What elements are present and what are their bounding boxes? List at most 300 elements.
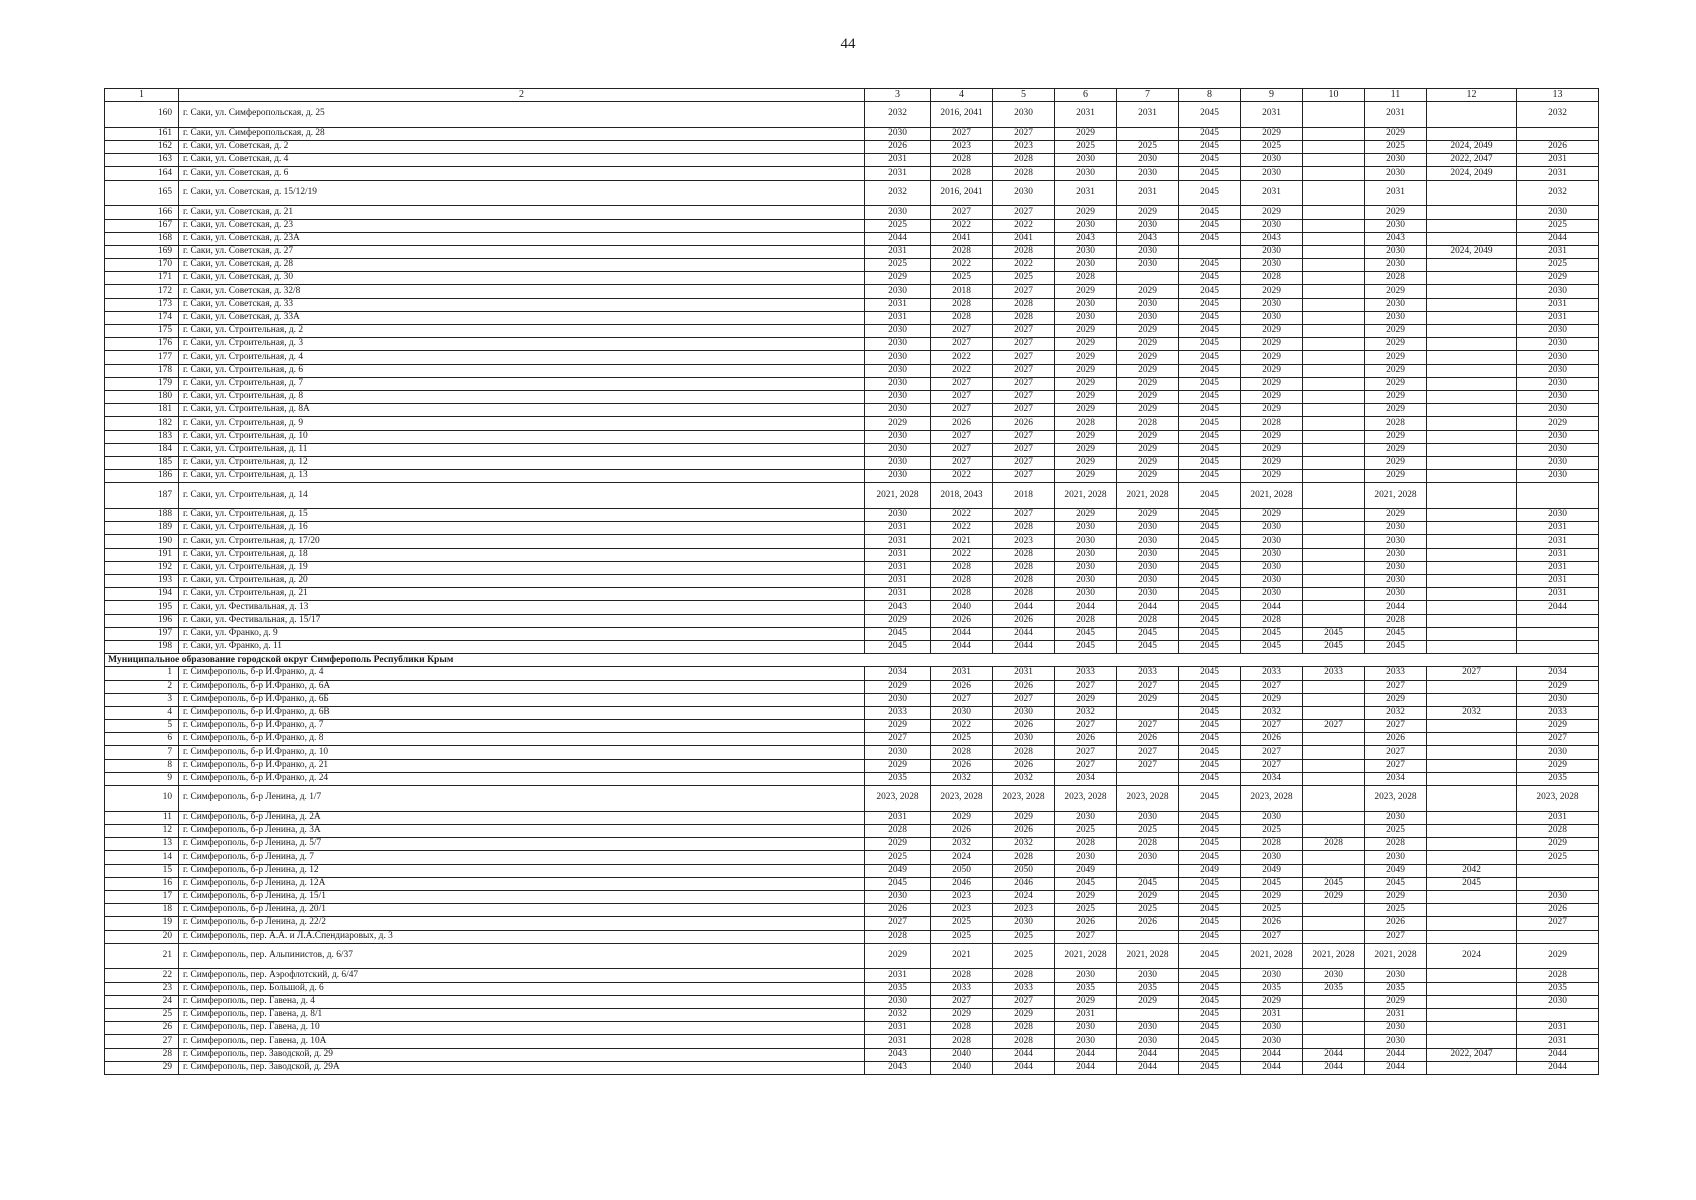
year-cell: 2034 (1517, 667, 1599, 680)
year-cell (1303, 522, 1365, 535)
year-cell (1427, 680, 1517, 693)
row-number: 186 (105, 470, 179, 483)
year-cell: 2030 (993, 102, 1055, 128)
table-row (105, 588, 1599, 601)
table-row (105, 127, 1599, 140)
year-cell: 2030 (1117, 811, 1179, 824)
year-cell: 2044 (1117, 1061, 1179, 1074)
year-cell: 2044 (1055, 1048, 1117, 1061)
table-row (105, 522, 1599, 535)
year-cell: 2044 (1303, 1048, 1365, 1061)
table-row (105, 390, 1599, 403)
table-row (105, 811, 1599, 824)
year-cell: 2031 (1241, 1009, 1303, 1022)
year-cell: 2045 (1179, 1061, 1241, 1074)
column-header: 4 (931, 89, 993, 102)
year-cell: 2045 (1055, 877, 1117, 890)
address-cell: г. Саки, ул. Строительная, д. 19 (179, 561, 865, 574)
row-number: 191 (105, 548, 179, 561)
year-cell: 2029 (1517, 759, 1599, 772)
year-cell: 2028 (1055, 417, 1117, 430)
year-cell: 2026 (931, 825, 993, 838)
year-cell: 2030 (1117, 259, 1179, 272)
year-cell: 2023, 2028 (1365, 786, 1427, 812)
year-cell: 2045 (1179, 404, 1241, 417)
year-cell: 2027 (1427, 667, 1517, 680)
year-cell (1303, 245, 1365, 258)
year-cell: 2028 (1055, 614, 1117, 627)
year-cell: 2045 (1179, 561, 1241, 574)
year-cell: 2018 (931, 285, 993, 298)
year-cell: 2031 (1055, 102, 1117, 128)
year-cell: 2028 (931, 154, 993, 167)
year-cell (1303, 851, 1365, 864)
year-cell: 2025 (1241, 825, 1303, 838)
table-row (105, 1048, 1599, 1061)
address-cell: г. Симферополь, б-р И.Франко, д. 6В (179, 706, 865, 719)
year-cell: 2045 (1303, 877, 1365, 890)
year-cell (1303, 680, 1365, 693)
year-cell: 2030 (1241, 219, 1303, 232)
year-cell: 2033 (1365, 667, 1427, 680)
year-cell: 2029 (1241, 285, 1303, 298)
year-cell: 2026 (865, 904, 931, 917)
year-cell: 2049 (1365, 864, 1427, 877)
row-number: 198 (105, 640, 179, 653)
address-cell: г. Саки, ул. Франко, д. 9 (179, 627, 865, 640)
address-cell: г. Симферополь, пер. Гавена, д. 4 (179, 995, 865, 1008)
year-cell: 2026 (993, 759, 1055, 772)
year-cell: 2045 (1427, 877, 1517, 890)
row-number: 184 (105, 443, 179, 456)
year-cell: 2029 (1241, 456, 1303, 469)
year-cell: 2028 (1117, 417, 1179, 430)
year-cell: 2032 (865, 180, 931, 206)
year-cell: 2030 (1517, 430, 1599, 443)
year-cell: 2031 (1517, 1035, 1599, 1048)
year-cell (1427, 1009, 1517, 1022)
address-cell: г. Симферополь, б-р Ленина, д. 20/1 (179, 904, 865, 917)
address-cell: г. Саки, ул. Советская, д. 33А (179, 311, 865, 324)
year-cell: 2025 (1055, 140, 1117, 153)
year-cell (1303, 864, 1365, 877)
address-cell: г. Саки, ул. Строительная, д. 14 (179, 483, 865, 509)
year-cell (1303, 693, 1365, 706)
table-row (105, 417, 1599, 430)
year-cell (1427, 548, 1517, 561)
year-cell: 2022 (993, 219, 1055, 232)
year-cell: 2028 (931, 167, 993, 180)
year-cell (1303, 127, 1365, 140)
year-cell: 2027 (1055, 680, 1117, 693)
year-cell: 2027 (1365, 680, 1427, 693)
year-cell: 2029 (1055, 390, 1117, 403)
year-cell: 2030 (1055, 219, 1117, 232)
year-cell: 2045 (1117, 877, 1179, 890)
column-header: 11 (1365, 89, 1427, 102)
year-cell: 2030 (1117, 548, 1179, 561)
year-cell: 2032 (1241, 706, 1303, 719)
year-cell (1303, 417, 1365, 430)
year-cell: 2025 (1117, 904, 1179, 917)
year-cell: 2045 (1179, 1009, 1241, 1022)
address-cell: г. Саки, ул. Строительная, д. 9 (179, 417, 865, 430)
year-cell: 2029 (1365, 338, 1427, 351)
year-cell (1427, 720, 1517, 733)
year-cell: 2029 (1365, 206, 1427, 219)
year-cell: 2045 (1179, 338, 1241, 351)
year-cell: 2027 (1055, 746, 1117, 759)
address-cell: г. Симферополь, б-р И.Франко, д. 6А (179, 680, 865, 693)
table-row (105, 930, 1599, 943)
year-cell: 2031 (865, 298, 931, 311)
year-cell: 2027 (993, 351, 1055, 364)
address-cell: г. Симферополь, б-р Ленина, д. 1/7 (179, 786, 865, 812)
year-cell: 2031 (1365, 180, 1427, 206)
year-cell: 2046 (993, 877, 1055, 890)
year-cell: 2049 (1055, 864, 1117, 877)
year-cell: 2028 (931, 575, 993, 588)
address-cell: г. Симферополь, б-р Ленина, д. 12А (179, 877, 865, 890)
table-row (105, 351, 1599, 364)
address-cell: г. Саки, ул. Советская, д. 15/12/19 (179, 180, 865, 206)
table-row (105, 338, 1599, 351)
row-number: 194 (105, 588, 179, 601)
year-cell: 2029 (1055, 430, 1117, 443)
year-cell: 2030 (993, 706, 1055, 719)
year-cell: 2045 (1179, 351, 1241, 364)
year-cell: 2040 (931, 1048, 993, 1061)
table-row (105, 838, 1599, 851)
year-cell: 2035 (1117, 982, 1179, 995)
year-cell: 2027 (865, 917, 931, 930)
column-header: 8 (1179, 89, 1241, 102)
year-cell: 2029 (1365, 364, 1427, 377)
year-cell (1427, 930, 1517, 943)
year-cell: 2022 (931, 364, 993, 377)
year-cell: 2032 (931, 772, 993, 785)
year-cell: 2027 (931, 443, 993, 456)
year-cell (1303, 102, 1365, 128)
year-cell: 2030 (1365, 535, 1427, 548)
year-cell (1427, 982, 1517, 995)
address-cell: г. Саки, ул. Строительная, д. 11 (179, 443, 865, 456)
address-cell: г. Симферополь, б-р И.Франко, д. 4 (179, 667, 865, 680)
address-cell: г. Симферополь, б-р И.Франко, д. 8 (179, 733, 865, 746)
year-cell: 2027 (1117, 680, 1179, 693)
year-cell: 2031 (1117, 102, 1179, 128)
year-cell (1427, 351, 1517, 364)
year-cell: 2030 (865, 693, 931, 706)
year-cell: 2028 (993, 522, 1055, 535)
table-row (105, 1061, 1599, 1074)
year-cell: 2027 (993, 127, 1055, 140)
year-cell: 2028 (993, 969, 1055, 982)
row-number: 26 (105, 1022, 179, 1035)
year-cell (1427, 219, 1517, 232)
year-cell: 2028 (993, 548, 1055, 561)
year-cell: 2028 (865, 825, 931, 838)
year-cell: 2031 (1517, 811, 1599, 824)
year-cell (1427, 285, 1517, 298)
year-cell (1303, 575, 1365, 588)
year-cell: 2026 (1117, 733, 1179, 746)
year-cell: 2029 (1055, 404, 1117, 417)
year-cell: 2032 (993, 772, 1055, 785)
year-cell: 2044 (993, 1061, 1055, 1074)
year-cell: 2027 (931, 206, 993, 219)
year-cell: 2033 (931, 982, 993, 995)
schedule-table (104, 88, 1599, 1075)
year-cell: 2029 (1365, 325, 1427, 338)
year-cell: 2032 (931, 838, 993, 851)
table-row (105, 219, 1599, 232)
year-cell: 2027 (1303, 720, 1365, 733)
year-cell: 2029 (1055, 325, 1117, 338)
year-cell: 2030 (865, 995, 931, 1008)
year-cell: 2045 (1179, 759, 1241, 772)
year-cell (1303, 483, 1365, 509)
year-cell: 2030 (1517, 206, 1599, 219)
row-number: 10 (105, 786, 179, 812)
year-cell: 2045 (865, 640, 931, 653)
year-cell: 2035 (1055, 982, 1117, 995)
year-cell: 2026 (1365, 917, 1427, 930)
table-row (105, 982, 1599, 995)
row-number: 188 (105, 509, 179, 522)
year-cell: 2030 (1117, 851, 1179, 864)
year-cell: 2030 (1365, 298, 1427, 311)
address-cell: г. Симферополь, б-р Ленина, д. 5/7 (179, 838, 865, 851)
table-row (105, 154, 1599, 167)
table-row (105, 772, 1599, 785)
address-cell: г. Саки, ул. Фестивальная, д. 13 (179, 601, 865, 614)
year-cell (1427, 733, 1517, 746)
year-cell: 2025 (865, 219, 931, 232)
year-cell: 2029 (931, 1009, 993, 1022)
section-title: Муниципальное образование городской округ Симферополь Республики Крым (105, 654, 1599, 667)
year-cell: 2030 (1241, 575, 1303, 588)
year-cell: 2030 (1241, 851, 1303, 864)
year-cell (1427, 1022, 1517, 1035)
address-cell: г. Симферополь, б-р Ленина, д. 22/2 (179, 917, 865, 930)
year-cell: 2043 (1241, 232, 1303, 245)
year-cell: 2044 (1517, 232, 1599, 245)
year-cell: 2041 (931, 232, 993, 245)
year-cell: 2030 (1055, 298, 1117, 311)
year-cell: 2044 (993, 601, 1055, 614)
table-row (105, 693, 1599, 706)
address-cell: г. Саки, ул. Строительная, д. 21 (179, 588, 865, 601)
address-cell: г. Симферополь, б-р Ленина, д. 12 (179, 864, 865, 877)
year-cell: 2045 (1179, 1035, 1241, 1048)
year-cell: 2045 (1179, 443, 1241, 456)
year-cell: 2022 (931, 219, 993, 232)
year-cell: 2028 (993, 245, 1055, 258)
year-cell: 2045 (1179, 127, 1241, 140)
year-cell: 2050 (931, 864, 993, 877)
year-cell: 2030 (1365, 219, 1427, 232)
table-row (105, 180, 1599, 206)
year-cell: 2030 (1117, 154, 1179, 167)
row-number: 23 (105, 982, 179, 995)
year-cell: 2029 (1117, 285, 1179, 298)
year-cell: 2022 (931, 720, 993, 733)
year-cell: 2029 (1241, 325, 1303, 338)
year-cell: 2030 (1055, 154, 1117, 167)
year-cell: 2029 (1365, 285, 1427, 298)
row-number: 175 (105, 325, 179, 338)
year-cell: 2025 (1365, 825, 1427, 838)
year-cell: 2030 (1365, 811, 1427, 824)
year-cell: 2045 (1241, 627, 1303, 640)
year-cell: 2030 (1055, 811, 1117, 824)
year-cell: 2030 (1517, 404, 1599, 417)
row-number: 173 (105, 298, 179, 311)
year-cell: 2045 (1179, 720, 1241, 733)
year-cell: 2028 (931, 245, 993, 258)
address-cell: г. Саки, ул. Фестивальная, д. 15/17 (179, 614, 865, 627)
year-cell: 2026 (931, 417, 993, 430)
year-cell: 2023 (931, 890, 993, 903)
year-cell: 2045 (1179, 930, 1241, 943)
year-cell: 2028 (931, 1022, 993, 1035)
year-cell: 2030 (1241, 969, 1303, 982)
address-cell: г. Симферополь, б-р Ленина, д. 7 (179, 851, 865, 864)
year-cell: 2018, 2043 (931, 483, 993, 509)
year-cell (1427, 786, 1517, 812)
year-cell: 2023, 2028 (993, 786, 1055, 812)
year-cell: 2041 (993, 232, 1055, 245)
year-cell: 2030 (1517, 443, 1599, 456)
year-cell (1303, 614, 1365, 627)
row-number: 189 (105, 522, 179, 535)
year-cell: 2027 (1517, 917, 1599, 930)
year-cell: 2029 (1055, 338, 1117, 351)
year-cell: 2022 (931, 548, 993, 561)
column-header: 13 (1517, 89, 1599, 102)
year-cell (1427, 404, 1517, 417)
address-cell: г. Симферополь, пер. Гавена, д. 8/1 (179, 1009, 865, 1022)
table-row (105, 456, 1599, 469)
year-cell: 2032 (1365, 706, 1427, 719)
year-cell: 2029 (1365, 390, 1427, 403)
year-cell: 2028 (993, 746, 1055, 759)
year-cell: 2044 (1365, 1061, 1427, 1074)
year-cell: 2030 (1055, 588, 1117, 601)
row-number: 13 (105, 838, 179, 851)
row-number: 162 (105, 140, 179, 153)
year-cell: 2023, 2028 (865, 786, 931, 812)
year-cell: 2030 (1365, 245, 1427, 258)
year-cell: 2043 (1055, 232, 1117, 245)
year-cell: 2045 (1055, 627, 1117, 640)
year-cell: 2027 (1365, 746, 1427, 759)
year-cell: 2044 (1055, 1061, 1117, 1074)
year-cell: 2033 (1055, 667, 1117, 680)
year-cell (1179, 245, 1241, 258)
year-cell: 2029 (1241, 890, 1303, 903)
year-cell: 2031 (1517, 588, 1599, 601)
row-number: 5 (105, 720, 179, 733)
year-cell: 2021, 2028 (1117, 483, 1179, 509)
year-cell: 2030 (1517, 325, 1599, 338)
year-cell: 2026 (865, 140, 931, 153)
year-cell: 2030 (865, 890, 931, 903)
year-cell: 2031 (865, 522, 931, 535)
year-cell: 2045 (865, 627, 931, 640)
year-cell: 2028 (1303, 838, 1365, 851)
table-row (105, 1022, 1599, 1035)
row-number: 3 (105, 693, 179, 706)
year-cell: 2029 (1117, 470, 1179, 483)
year-cell: 2027 (931, 456, 993, 469)
row-number: 22 (105, 969, 179, 982)
address-cell: г. Саки, ул. Советская, д. 30 (179, 272, 865, 285)
year-cell: 2030 (1365, 1035, 1427, 1048)
year-cell (1303, 232, 1365, 245)
year-cell: 2030 (1365, 1022, 1427, 1035)
year-cell: 2029 (1117, 693, 1179, 706)
year-cell: 2029 (1055, 693, 1117, 706)
year-cell: 2028 (931, 588, 993, 601)
year-cell: 2031 (993, 667, 1055, 680)
year-cell: 2031 (865, 167, 931, 180)
address-cell: г. Симферополь, пер. Аэрофлотский, д. 6/47 (179, 969, 865, 982)
year-cell (1517, 483, 1599, 509)
year-cell: 2027 (993, 443, 1055, 456)
year-cell: 2021, 2028 (1055, 483, 1117, 509)
column-header: 10 (1303, 89, 1365, 102)
year-cell: 2026 (931, 759, 993, 772)
row-number: 176 (105, 338, 179, 351)
year-cell: 2045 (1179, 140, 1241, 153)
year-cell: 2029 (1117, 206, 1179, 219)
year-cell: 2029 (993, 811, 1055, 824)
year-cell: 2044 (1241, 601, 1303, 614)
year-cell: 2032 (1517, 102, 1599, 128)
year-cell: 2027 (931, 325, 993, 338)
address-cell: г. Симферополь, пер. Альпинистов, д. 6/37 (179, 943, 865, 969)
year-cell: 2029 (1365, 456, 1427, 469)
year-cell: 2024, 2049 (1427, 167, 1517, 180)
year-cell (1427, 430, 1517, 443)
address-cell: г. Саки, ул. Советская, д. 4 (179, 154, 865, 167)
year-cell: 2025 (993, 943, 1055, 969)
year-cell: 2030 (1241, 1022, 1303, 1035)
year-cell: 2026 (993, 417, 1055, 430)
row-number: 177 (105, 351, 179, 364)
year-cell: 2027 (1117, 720, 1179, 733)
year-cell: 2030 (865, 390, 931, 403)
year-cell: 2045 (1179, 206, 1241, 219)
address-cell: г. Симферополь, б-р Ленина, д. 3А (179, 825, 865, 838)
table-row (105, 786, 1599, 812)
table-row (105, 140, 1599, 153)
address-cell: г. Симферополь, пер. Большой, д. 6 (179, 982, 865, 995)
year-cell: 2029 (1365, 693, 1427, 706)
table-row (105, 298, 1599, 311)
row-number: 11 (105, 811, 179, 824)
address-cell: г. Саки, ул. Строительная, д. 20 (179, 575, 865, 588)
year-cell: 2029 (1241, 995, 1303, 1008)
year-cell: 2029 (1365, 509, 1427, 522)
year-cell: 2025 (931, 930, 993, 943)
address-cell: г. Саки, ул. Симферопольская, д. 25 (179, 102, 865, 128)
year-cell: 2022 (931, 351, 993, 364)
year-cell (1427, 746, 1517, 759)
year-cell: 2030 (1517, 364, 1599, 377)
